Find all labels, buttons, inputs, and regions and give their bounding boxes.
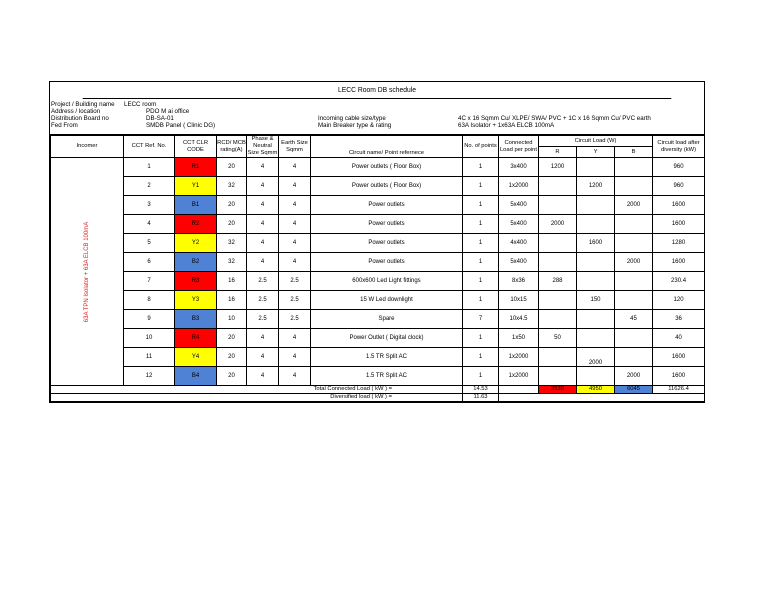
main-breaker-value: 63A Isolator + 1x63A ELCB 100mA xyxy=(458,122,555,129)
meta-value-project: LECC room xyxy=(124,101,157,108)
db-schedule-sheet xyxy=(49,81,705,403)
connected-load-cell: 10x4.5 xyxy=(499,310,539,329)
cct-ref-cell: 10 xyxy=(124,329,175,348)
load-r-cell: 2000 xyxy=(539,215,577,234)
phase-size-cell: 2.5 xyxy=(247,310,279,329)
circuit-name-cell: Power Outlet ( Digital clock) xyxy=(311,329,463,348)
phase-size-cell: 4 xyxy=(247,177,279,196)
connected-load-cell: 5x400 xyxy=(499,215,539,234)
diversity-cell: 1600 xyxy=(653,348,705,367)
points-cell: 1 xyxy=(463,329,499,348)
points-cell: 1 xyxy=(463,234,499,253)
table-row xyxy=(51,329,705,348)
table-row xyxy=(51,177,705,196)
points-cell: 1 xyxy=(463,291,499,310)
phase-size-cell: 4 xyxy=(247,253,279,272)
phase-size-cell: 4 xyxy=(247,367,279,386)
load-r-cell: 50 xyxy=(539,329,577,348)
diversity-cell: 120 xyxy=(653,291,705,310)
cct-code-cell: R2 xyxy=(175,215,217,234)
load-y-cell: 2000 xyxy=(577,348,615,367)
cct-ref-cell: 12 xyxy=(124,367,175,386)
connected-load-cell: 1x50 xyxy=(499,329,539,348)
rating-cell: 20 xyxy=(217,329,247,348)
diversity-cell: 40 xyxy=(653,329,705,348)
circuit-name-cell: Power outlets xyxy=(311,215,463,234)
diversity-cell: 230.4 xyxy=(653,272,705,291)
earth-size-cell: 4 xyxy=(279,234,311,253)
table-row xyxy=(51,253,705,272)
earth-size-cell: 4 xyxy=(279,158,311,177)
diversity-cell: 1280 xyxy=(653,234,705,253)
earth-size-cell: 2.5 xyxy=(279,272,311,291)
table-row xyxy=(51,367,705,386)
points-cell: 1 xyxy=(463,158,499,177)
project-meta xyxy=(50,99,704,135)
table-row xyxy=(51,291,705,310)
load-r-cell xyxy=(539,253,577,272)
phase-size-cell: 4 xyxy=(247,215,279,234)
connected-load-cell: 3x400 xyxy=(499,158,539,177)
load-y-cell: 150 xyxy=(577,291,615,310)
cct-ref-cell: 3 xyxy=(124,196,175,215)
total-phase-b: 6045 xyxy=(615,386,653,394)
connected-load-cell: 5x400 xyxy=(499,253,539,272)
connected-load-cell: 4x400 xyxy=(499,234,539,253)
diversity-cell: 960 xyxy=(653,177,705,196)
load-y-cell xyxy=(577,215,615,234)
earth-size-cell: 4 xyxy=(279,196,311,215)
header-rcd-mcb: RCD/ MCB rating(A) xyxy=(217,136,247,158)
load-b-cell: 2000 xyxy=(615,367,653,386)
cct-ref-cell: 6 xyxy=(124,253,175,272)
cct-ref-cell: 7 xyxy=(124,272,175,291)
circuit-name-cell: Power outlets xyxy=(311,196,463,215)
load-b-cell xyxy=(615,291,653,310)
meta-label: Project / Building name xyxy=(51,101,115,108)
header-phase-neutral: Phase & Neutral Size Sqmm xyxy=(247,136,278,156)
circuit-name-cell: Power outlets xyxy=(311,253,463,272)
phase-size-cell: 4 xyxy=(247,329,279,348)
points-cell: 1 xyxy=(463,367,499,386)
diversity-cell: 960 xyxy=(653,158,705,177)
total-phase-y: 4950 xyxy=(577,386,615,394)
header-phase-y: Y xyxy=(577,147,615,158)
cct-code-cell: B1 xyxy=(175,196,217,215)
phase-size-cell: 4 xyxy=(247,348,279,367)
diversity-cell: 1600 xyxy=(653,196,705,215)
cct-code-cell: B4 xyxy=(175,367,217,386)
phase-size-cell: 2.5 xyxy=(247,272,279,291)
rating-cell: 10 xyxy=(217,310,247,329)
total-diversity-value: 11626.4 xyxy=(653,386,705,394)
header-cct-ref: CCT Ref. No. xyxy=(124,136,175,158)
table-row xyxy=(51,234,705,253)
diversified-value: 11.63 xyxy=(463,394,499,402)
cct-code-cell: B3 xyxy=(175,310,217,329)
table-row xyxy=(51,196,705,215)
meta-value-fed-from: SMDB Panel ( Clinic DG) xyxy=(146,122,216,129)
phase-size-cell: 4 xyxy=(247,234,279,253)
load-r-cell: 1200 xyxy=(539,158,577,177)
header-incomer: Incomer xyxy=(51,136,124,158)
load-y-cell xyxy=(577,196,615,215)
rating-cell: 16 xyxy=(217,272,247,291)
load-b-cell xyxy=(615,215,653,234)
meta-label: Distribution Board no xyxy=(51,115,109,122)
connected-load-cell: 10x15 xyxy=(499,291,539,310)
cct-ref-cell: 8 xyxy=(124,291,175,310)
table-row xyxy=(51,215,705,234)
load-b-cell: 2000 xyxy=(615,196,653,215)
header-connected-load: Connected Load per point xyxy=(499,136,539,158)
rating-cell: 20 xyxy=(217,367,247,386)
points-cell: 1 xyxy=(463,348,499,367)
cct-code-cell: R4 xyxy=(175,329,217,348)
load-r-cell xyxy=(539,196,577,215)
header-circuit-load: Circuit Load (W) xyxy=(539,136,653,147)
diversity-cell: 1600 xyxy=(653,367,705,386)
diversified-label: Diversified load ( kW ) = xyxy=(51,394,463,402)
earth-size-cell: 2.5 xyxy=(279,310,311,329)
load-b-cell xyxy=(615,348,653,367)
connected-load-cell: 1x2000 xyxy=(499,367,539,386)
header-circuit-name: Circuit name/ Point refernece xyxy=(311,136,463,158)
load-y-cell xyxy=(577,329,615,348)
total-phase-r: 3538 xyxy=(539,386,577,394)
table-row xyxy=(51,310,705,329)
incoming-cable-value: 4C x 16 Sqmm Cu/ XLPE/ SWA/ PVC + 1C x 16 Sqmm Cu/ PVC earth xyxy=(458,115,651,122)
load-r-cell xyxy=(539,348,577,367)
load-y-cell xyxy=(577,158,615,177)
connected-load-cell: 8x36 xyxy=(499,272,539,291)
circuit-name-cell: Power outlets ( Floor Box) xyxy=(311,158,463,177)
meta-value-db: DB-SA-01 xyxy=(146,115,174,122)
rating-cell: 32 xyxy=(217,253,247,272)
load-r-cell xyxy=(539,310,577,329)
header-cct-clr-code: CCT CLR CODE xyxy=(175,136,217,158)
load-r-cell xyxy=(539,234,577,253)
circuit-rows xyxy=(51,158,705,386)
header-no-points: No. of points xyxy=(463,136,499,158)
header-phase-r: R xyxy=(539,147,577,158)
load-b-cell xyxy=(615,177,653,196)
circuit-table xyxy=(50,135,705,402)
load-y-cell: 1600 xyxy=(577,234,615,253)
rating-cell: 20 xyxy=(217,215,247,234)
cct-code-cell: Y4 xyxy=(175,348,217,367)
load-y-cell xyxy=(577,367,615,386)
points-cell: 1 xyxy=(463,253,499,272)
cct-code-cell: B2 xyxy=(175,253,217,272)
connected-load-cell: 1x2000 xyxy=(499,177,539,196)
header-phase-b: B xyxy=(615,147,653,158)
cct-code-cell: Y1 xyxy=(175,177,217,196)
cct-ref-cell: 2 xyxy=(124,177,175,196)
table-row xyxy=(51,348,705,367)
circuit-name-cell: Spare xyxy=(311,310,463,329)
load-y-cell xyxy=(577,253,615,272)
phase-size-cell: 4 xyxy=(247,196,279,215)
points-cell: 1 xyxy=(463,272,499,291)
cct-ref-cell: 5 xyxy=(124,234,175,253)
load-b-cell xyxy=(615,329,653,348)
phase-size-cell: 2.5 xyxy=(247,291,279,310)
cct-ref-cell: 11 xyxy=(124,348,175,367)
earth-size-cell: 4 xyxy=(279,253,311,272)
rating-cell: 20 xyxy=(217,158,247,177)
earth-size-cell: 4 xyxy=(279,215,311,234)
meta-label: Fed From xyxy=(51,122,78,129)
cct-ref-cell: 9 xyxy=(124,310,175,329)
earth-size-cell: 4 xyxy=(279,329,311,348)
connected-load-cell: 5x400 xyxy=(499,196,539,215)
points-cell: 1 xyxy=(463,215,499,234)
load-y-cell xyxy=(577,310,615,329)
table-row xyxy=(51,158,705,177)
load-r-cell xyxy=(539,367,577,386)
diversity-cell: 1600 xyxy=(653,253,705,272)
rating-cell: 32 xyxy=(217,234,247,253)
diversity-cell: 36 xyxy=(653,310,705,329)
meta-label: Address / location xyxy=(51,108,101,115)
cct-ref-cell: 4 xyxy=(124,215,175,234)
cct-code-cell: R1 xyxy=(175,158,217,177)
circuit-name-cell: 15 W Led downlight xyxy=(311,291,463,310)
circuit-name-cell: Power outlets ( Floor Box) xyxy=(311,177,463,196)
load-y-cell xyxy=(577,272,615,291)
main-breaker-label: Main Breaker type & rating xyxy=(318,122,392,129)
load-b-cell: 2000 xyxy=(615,253,653,272)
rating-cell: 32 xyxy=(217,177,247,196)
load-r-cell xyxy=(539,177,577,196)
cct-ref-cell: 1 xyxy=(124,158,175,177)
diversity-cell: 1600 xyxy=(653,215,705,234)
load-r-cell: 288 xyxy=(539,272,577,291)
rating-cell: 20 xyxy=(217,196,247,215)
load-b-cell xyxy=(615,158,653,177)
incomer-label: 63A TPN Isolator + 63A ELCB 100mA xyxy=(84,221,90,322)
points-cell: 7 xyxy=(463,310,499,329)
cct-code-cell: Y2 xyxy=(175,234,217,253)
cct-code-cell: R3 xyxy=(175,272,217,291)
earth-size-cell: 4 xyxy=(279,348,311,367)
page-title: LECC Room DB schedule xyxy=(83,82,672,99)
earth-size-cell: 4 xyxy=(279,177,311,196)
incomer-cell xyxy=(51,158,124,386)
earth-size-cell: 2.5 xyxy=(279,291,311,310)
total-connected-value: 14.53 xyxy=(463,386,499,394)
load-b-cell xyxy=(615,234,653,253)
circuit-name-cell: 1.5 TR Split AC xyxy=(311,348,463,367)
load-b-cell xyxy=(615,272,653,291)
total-connected-label: Total Connected Load ( kW ) = xyxy=(51,386,463,394)
rating-cell: 20 xyxy=(217,348,247,367)
cct-code-cell: Y3 xyxy=(175,291,217,310)
circuit-name-cell: 600x600 Led Light fittings xyxy=(311,272,463,291)
meta-value-address: PDO M ai office xyxy=(146,108,190,115)
incoming-cable-label: Incoming cable size/type xyxy=(318,115,386,122)
header-circuit-load-diversity: Circuit load after diversity (kW) xyxy=(653,136,705,158)
rating-cell: 16 xyxy=(217,291,247,310)
earth-size-cell: 4 xyxy=(279,367,311,386)
header-earth-size: Earth Size Sqmm xyxy=(279,136,311,158)
load-r-cell xyxy=(539,291,577,310)
circuit-name-cell: 1.5 TR Split AC xyxy=(311,367,463,386)
connected-load-cell: 1x2000 xyxy=(499,348,539,367)
points-cell: 1 xyxy=(463,177,499,196)
table-row xyxy=(51,272,705,291)
points-cell: 1 xyxy=(463,196,499,215)
load-b-cell: 45 xyxy=(615,310,653,329)
load-y-cell: 1200 xyxy=(577,177,615,196)
phase-size-cell: 4 xyxy=(247,158,279,177)
circuit-name-cell: Power outlets xyxy=(311,234,463,253)
